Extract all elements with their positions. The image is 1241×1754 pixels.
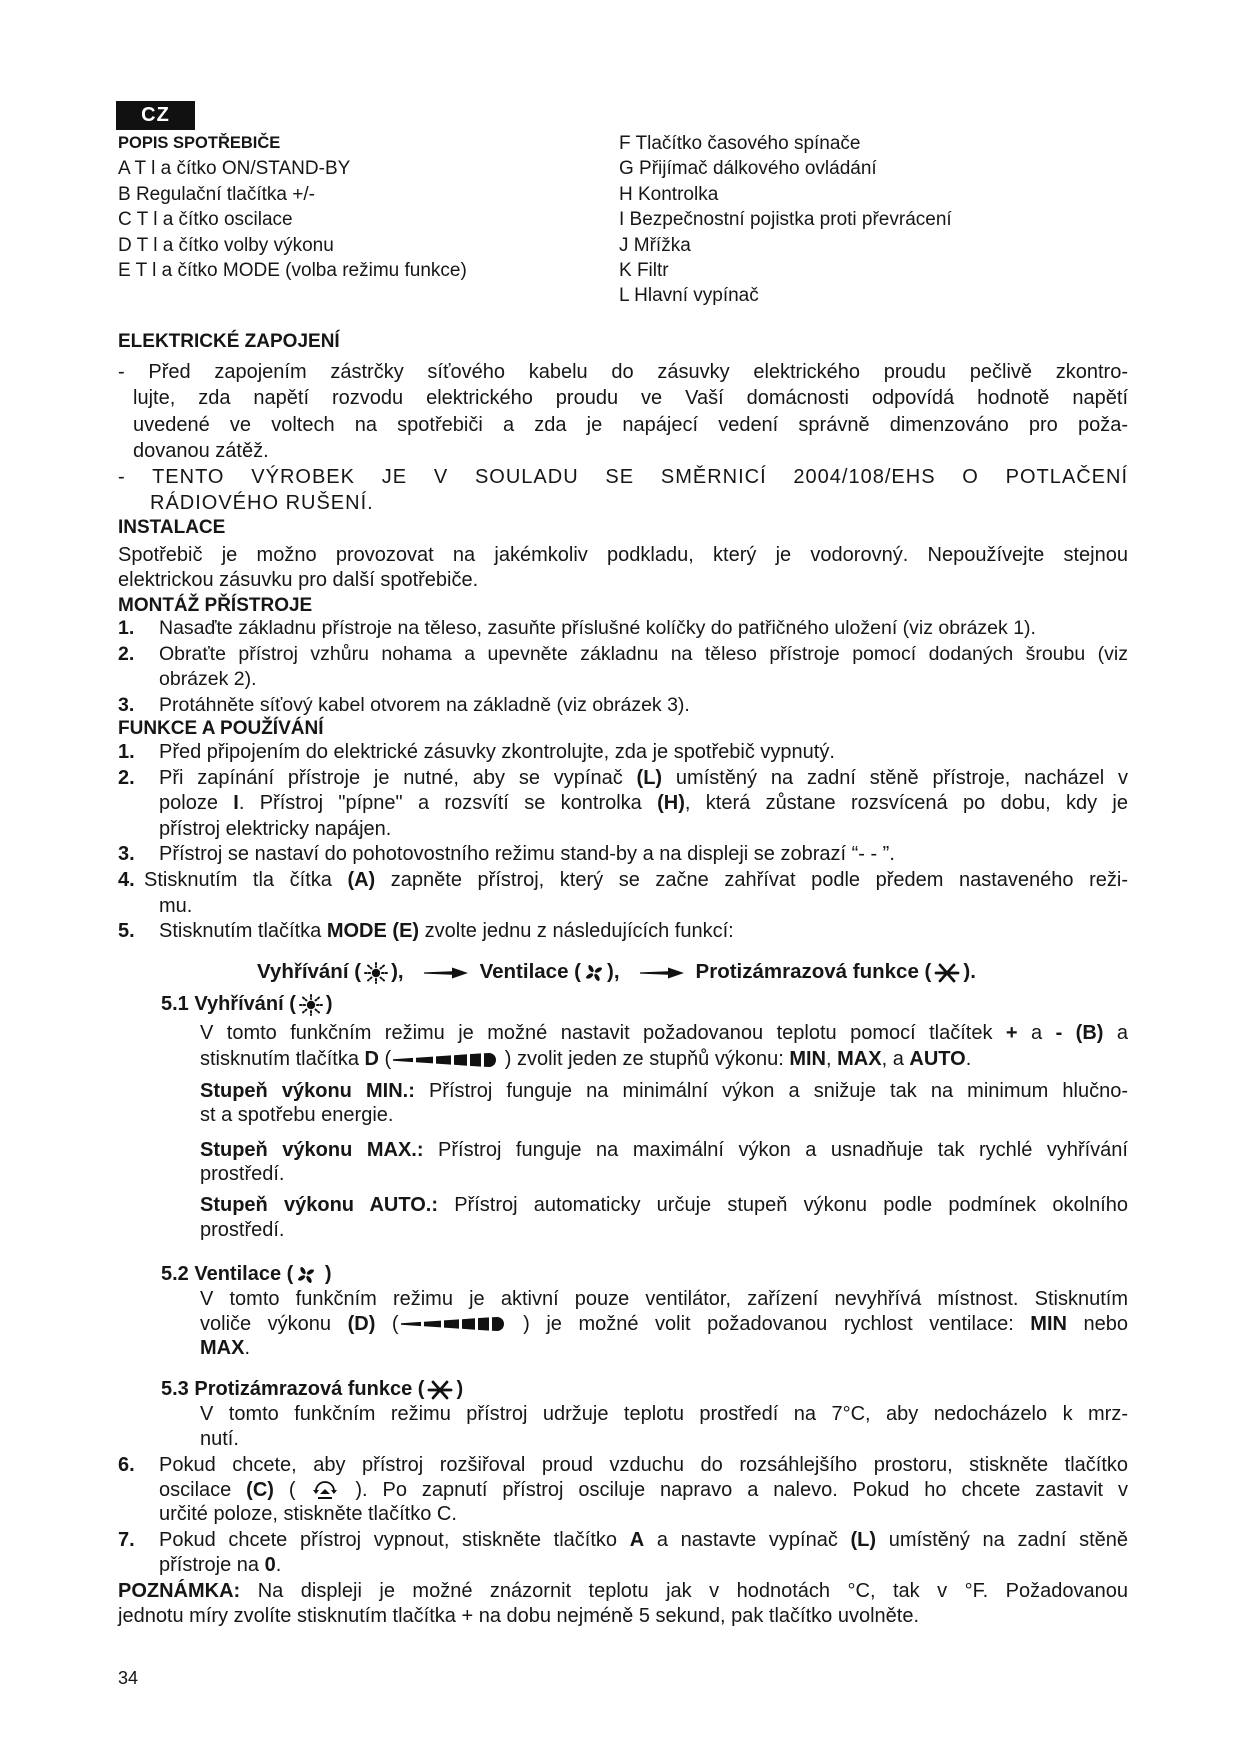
section-title: MONTÁŽ PŘÍSTROJE xyxy=(118,595,313,616)
text-line: st a spotřebu energie. xyxy=(200,1104,394,1126)
ventilation-text xyxy=(200,1287,1128,1361)
fan-icon xyxy=(584,964,604,982)
bold-text: Vyhřívání ( xyxy=(257,960,362,983)
text-line xyxy=(159,919,1128,945)
list-item xyxy=(118,919,1128,945)
item-text xyxy=(159,842,1128,868)
bold-text: 5.1 Vyhřívání ( xyxy=(161,993,296,1015)
parts-list-right xyxy=(619,131,1119,309)
list-item xyxy=(118,642,1128,693)
item-text xyxy=(159,919,1128,945)
page-number: 34 xyxy=(118,1668,139,1688)
list-item xyxy=(118,868,1128,919)
section-title: ELEKTRICKÉ ZAPOJENÍ xyxy=(118,331,340,352)
power-level-max xyxy=(200,1138,1128,1186)
text-line xyxy=(257,958,976,986)
bold-text: - (B) xyxy=(1055,1022,1104,1044)
text-run: zvolte jednu z následujících funkcí: xyxy=(419,920,734,943)
heating-text xyxy=(200,1020,1128,1072)
bold-text: + xyxy=(1005,1022,1018,1044)
power-bar-icon xyxy=(401,1316,505,1332)
installation-text xyxy=(118,543,1128,593)
item-text xyxy=(159,693,1128,719)
text-line xyxy=(200,1138,1128,1162)
item-text xyxy=(159,642,1128,693)
bold-text: (A) xyxy=(347,868,376,891)
text-run: a xyxy=(1017,1022,1056,1044)
oscillation-icon xyxy=(312,1478,338,1502)
electrical-warning xyxy=(118,359,1128,464)
subsection-heading xyxy=(161,1261,332,1287)
part-item: E T l a čítko MODE (volba režimu funkce) xyxy=(118,260,467,282)
bold-text: (E) xyxy=(392,920,420,943)
text-line xyxy=(159,1478,1128,1503)
list-item xyxy=(118,842,1128,868)
text-run: nebo xyxy=(1066,1312,1129,1335)
text-run: přístroje na xyxy=(159,1553,265,1576)
text-run: Stisknutím tla čítka xyxy=(144,868,348,891)
text-run: voliče výkonu xyxy=(200,1312,348,1335)
list-item xyxy=(118,766,1128,843)
bold-text: Stupeň výkonu MIN.: xyxy=(200,1080,415,1102)
text-run: ) zvolit jeden ze stupňů výkonu: xyxy=(499,1048,790,1070)
text-line xyxy=(200,1046,1128,1072)
text-line: Pokud chcete, aby přístroj rozšiřoval proud vzduchu do rozsáhlejšího prostoru, stiskněte tlačítko xyxy=(159,1454,1128,1476)
text-run: poloze xyxy=(159,792,234,815)
item-number: 5. xyxy=(118,920,135,943)
text-line xyxy=(200,1020,1128,1046)
text-run: . xyxy=(965,1048,972,1070)
part-item: I Bezpečnostní pojistka proti převrácení xyxy=(619,209,952,231)
text-line: lujte, zda napětí rozvodu elektrického proudu ve Vaší domácnosti odpovídá hodnotě napětí xyxy=(133,387,1128,410)
section-title: POPIS SPOTŘEBIČE xyxy=(118,134,281,152)
text-line: RÁDIOVÉHO RUŠENÍ. xyxy=(150,492,374,514)
operation-list-continued xyxy=(118,1453,1128,1578)
text-line: Přístroj se nastaví do pohotovostního režimu stand-by a na displeji se zobrazí “- - ”. xyxy=(159,843,895,866)
bold-text: I xyxy=(233,792,239,815)
bold-text: MODE xyxy=(326,920,387,943)
text-line: Nasaďte základnu přístroje na těleso, zasuňte příslušné kolíčky do patřičného uložení (viz obrázek 1). xyxy=(159,617,1036,639)
text-line: - TENTO VÝROBEK JE V SOULADU SE SMĚRNICÍ 2004/108/EHS O POTLAČENÍ xyxy=(118,466,1128,488)
bold-text: (H) xyxy=(657,792,685,815)
list-item xyxy=(118,693,1128,719)
text-line: obrázek 2). xyxy=(159,668,257,690)
text-run: a nastavte vypínač xyxy=(644,1528,851,1551)
text-run: V tomto funkčním režimu je možné nastavit požadovanou teplotu pomocí tlačítek xyxy=(200,1022,1006,1044)
text-line: V tomto funkčním režimu přístroj udržuje teplotu prostředí na 7°C, aby nedocházelo k mrz- xyxy=(200,1403,1128,1425)
text-run: a xyxy=(1103,1022,1128,1044)
part-item: C T l a čítko oscilace xyxy=(118,209,293,231)
text-run: . Přístroj "pípne" a rozsvítí se kontrolka xyxy=(238,792,658,815)
text-run: ( xyxy=(273,1478,311,1501)
text-run: . xyxy=(275,1553,282,1576)
mode-sequence xyxy=(257,958,976,986)
operation-list xyxy=(118,740,1128,945)
text-run: umístěný na zadní stěně přístroje, nacházel v xyxy=(662,766,1128,789)
arrow-icon xyxy=(424,967,468,979)
bold-text: Stupeň výkonu MAX.: xyxy=(200,1139,424,1161)
bold-text: A xyxy=(629,1528,645,1551)
text-line: mu. xyxy=(159,894,193,917)
language-badge: CZ xyxy=(116,101,195,130)
bold-text: AUTO xyxy=(909,1048,966,1070)
snowflake-icon xyxy=(427,1379,453,1401)
list-item xyxy=(118,1528,1128,1578)
text-line: nutí. xyxy=(200,1428,239,1450)
text-run: ( xyxy=(378,1048,392,1070)
bold-text: ) xyxy=(325,993,333,1015)
item-number: 3. xyxy=(118,693,135,716)
text-run: Přístroj automaticky určuje stupeň výkonu podle podmínek okolního xyxy=(438,1194,1129,1216)
list-item xyxy=(118,1453,1128,1527)
text-run: zapněte přístroj, který se začne zahřívat podle předem nastaveného reži- xyxy=(375,868,1128,891)
item-text xyxy=(159,1453,1128,1527)
part-item: J Mřížka xyxy=(619,234,691,256)
section-title: INSTALACE xyxy=(118,517,226,538)
text-line: přístroj elektricky napájen. xyxy=(159,817,392,840)
item-text xyxy=(159,740,1128,766)
text-line xyxy=(161,1261,332,1287)
text-line: Obraťte přístroj vzhůru nohama a upevněte základnu na těleso přístroje pomocí dodaných šroubu (viz xyxy=(159,642,1128,665)
part-item: D T l a čítko volby výkonu xyxy=(118,234,334,256)
part-item: H Kontrolka xyxy=(619,183,719,205)
text-line: - Před zapojením zástrčky síťového kabelu do zásuvky elektrického proudu pečlivě zkontro- xyxy=(118,361,1128,383)
part-item: A T l a čítko ON/STAND-BY xyxy=(118,158,351,180)
text-line: dovanou zátěž. xyxy=(133,439,269,462)
text-run: Přístroj funguje na minimální výkon a snižuje tak na minimum hlučno- xyxy=(414,1080,1128,1102)
item-number: 1. xyxy=(118,741,135,763)
subsection-heading xyxy=(161,1376,463,1402)
bold-text: (L) xyxy=(636,766,663,789)
bold-text: 5.2 Ventilace ( xyxy=(161,1263,294,1285)
note xyxy=(118,1579,1128,1628)
item-number: 7. xyxy=(118,1528,135,1551)
bold-text: ), xyxy=(607,960,620,983)
list-item xyxy=(118,616,1128,642)
text-line: Protáhněte síťový kabel otvorem na základně (viz obrázek 3). xyxy=(159,693,690,716)
bold-text: (D) xyxy=(347,1312,376,1335)
text-line xyxy=(200,1312,1128,1337)
item-text xyxy=(159,616,1128,642)
item-number: 1. xyxy=(118,617,135,639)
text-run: , a xyxy=(881,1048,910,1070)
text-run: umístěný na zadní stěně xyxy=(876,1528,1128,1551)
bold-text: MIN xyxy=(789,1048,826,1070)
antifreeze-text xyxy=(200,1402,1128,1452)
bold-text: ). xyxy=(963,960,976,983)
item-text xyxy=(159,1528,1128,1578)
power-level-auto xyxy=(200,1193,1128,1243)
text-run: . xyxy=(244,1337,251,1359)
text-line xyxy=(144,868,1128,894)
text-line xyxy=(161,1376,463,1402)
power-level-min xyxy=(200,1079,1128,1127)
text-line: prostředí. xyxy=(200,1163,285,1185)
bold-text: (C) xyxy=(246,1478,274,1501)
bold-text: ) xyxy=(456,1378,464,1400)
sun-icon xyxy=(364,962,388,984)
bold-text: MIN xyxy=(1030,1312,1067,1335)
item-number: 2. xyxy=(118,642,135,665)
bold-text: POZNÁMKA: xyxy=(118,1580,241,1602)
compliance-notice xyxy=(118,464,1128,516)
fan-icon xyxy=(296,1266,316,1284)
bold-text: (L) xyxy=(850,1528,877,1551)
bold-text: Protizámrazová funkce ( xyxy=(695,960,932,983)
snowflake-icon xyxy=(934,962,960,984)
text-line xyxy=(159,791,1128,817)
text-line xyxy=(200,1079,1128,1103)
part-item: G Přijímač dálkového ovládání xyxy=(619,158,877,180)
text-line xyxy=(159,1553,1128,1578)
sun-icon xyxy=(299,994,323,1016)
text-run: , xyxy=(826,1048,838,1070)
subsection-heading xyxy=(161,991,333,1017)
text-line xyxy=(159,1528,1128,1553)
text-run: Na displeji je možné znázornit teplotu jak v hodnotách °C, tak v °F. Požadovanou xyxy=(240,1580,1128,1602)
part-item: B Regulační tlačítka +/- xyxy=(118,183,315,205)
text-run: Přístroj funguje na maximální výkon a usnadňuje tak rychlé vyhřívání xyxy=(423,1139,1128,1161)
text-run: stisknutím tlačítka xyxy=(200,1048,365,1070)
text-line: Spotřebič je možno provozovat na jakémkoliv podkladu, který je vodorovný. Nepoužívejte stejnou xyxy=(118,544,1128,566)
text-line: určité poloze, stiskněte tlačítko C. xyxy=(159,1503,457,1526)
bold-text: 5.3 Protizámrazová funkce ( xyxy=(161,1378,425,1400)
bold-text: MAX xyxy=(200,1337,245,1359)
bold-text: ) xyxy=(319,1263,332,1285)
bold-text: Ventilace ( xyxy=(479,960,582,983)
text-line xyxy=(118,1579,1128,1604)
text-run: ( xyxy=(375,1312,399,1335)
text-line xyxy=(200,1336,1128,1361)
part-item: F Tlačítko časového spínače xyxy=(619,133,861,154)
bold-text: 0 xyxy=(264,1553,276,1576)
item-number: 3. xyxy=(118,843,135,866)
part-item: K Filtr xyxy=(619,260,669,282)
text-line: prostředí. xyxy=(200,1219,285,1241)
bold-text: ), xyxy=(391,960,404,983)
text-run: ). Po zapnutí přístroj osciluje napravo a nalevo. Pokud ho chcete zastavit v xyxy=(340,1478,1129,1501)
parts-list-left xyxy=(118,131,598,283)
text-run: oscilace xyxy=(159,1478,247,1501)
item-text xyxy=(159,766,1128,843)
text-run: , která zůstane rozsvícená po dobu, kdy je xyxy=(684,792,1128,815)
text-line xyxy=(159,766,1128,792)
text-run: Pokud chcete přístroj vypnout, stiskněte tlačítko xyxy=(159,1528,630,1551)
text-run: Stisknutím tlačítka xyxy=(159,920,327,943)
section-title: FUNKCE A POUŽÍVÁNÍ xyxy=(118,718,324,739)
text-line: V tomto funkčním režimu je aktivní pouze ventilátor, zařízení nevyhřívá místnost. Stisknutím xyxy=(200,1288,1128,1310)
assembly-list xyxy=(118,616,1128,718)
text-line: jednotu míry zvolíte stisknutím tlačítka + na dobu nejméně 5 sekund, pak tlačítko uvolněte. xyxy=(118,1604,919,1627)
text-line xyxy=(161,991,333,1017)
bold-text: MAX xyxy=(837,1048,882,1070)
text-line: elektrickou zásuvku pro další spotřebiče. xyxy=(118,569,479,591)
text-line: uvedené ve voltech na spotřebiči a zda je napájecí vedení správně dimenzováno pro poža- xyxy=(133,413,1128,436)
list-item xyxy=(118,740,1128,766)
text-line xyxy=(200,1193,1128,1218)
text-run: Při zapínání přístroje je nutné, aby se vypínač xyxy=(159,766,637,789)
arrow-icon xyxy=(640,967,684,979)
bold-text: D xyxy=(364,1048,379,1070)
text-line: Před připojením do elektrické zásuvky zkontrolujte, zda je spotřebič vypnutý. xyxy=(159,741,835,763)
power-bar-icon xyxy=(393,1052,497,1068)
item-number: 4. xyxy=(118,868,135,891)
part-item: L Hlavní vypínač xyxy=(619,285,759,307)
bold-text: Stupeň výkonu AUTO.: xyxy=(200,1194,438,1216)
item-text xyxy=(144,868,1128,919)
item-number: 2. xyxy=(118,766,135,789)
item-number: 6. xyxy=(118,1454,135,1476)
text-run: ) je možné volit požadovanou rychlost ventilace: xyxy=(506,1312,1031,1335)
